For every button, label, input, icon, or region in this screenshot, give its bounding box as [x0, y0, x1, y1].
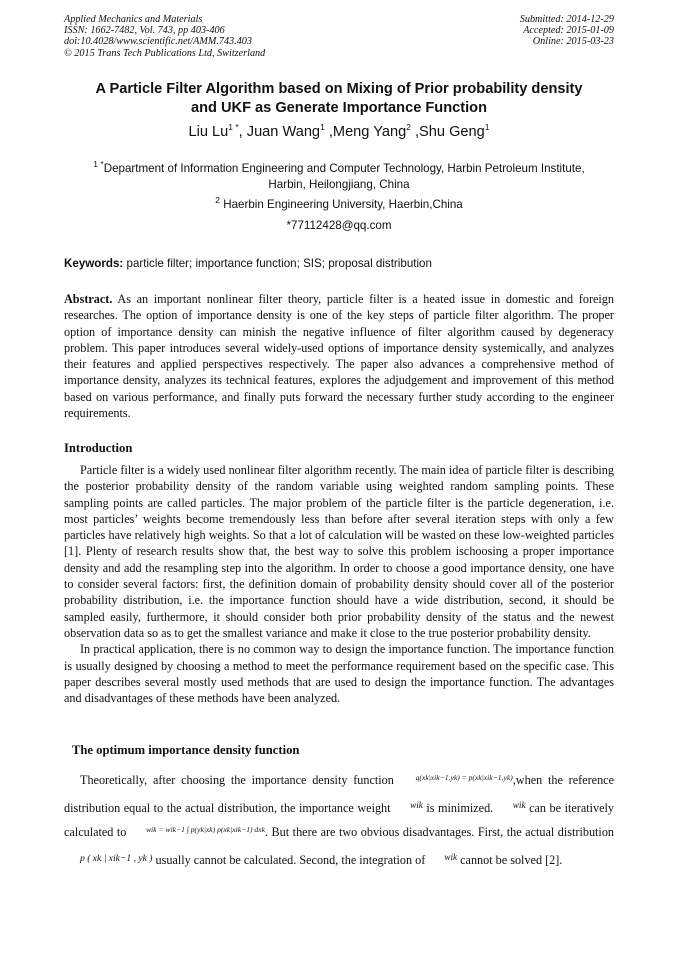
- paper-title: [40, 80, 638, 118]
- affiliation-1-line-1: Department of Information Engineering and Computer Technology, Harbin Petroleum Institute,: [103, 162, 585, 175]
- journal-info: [64, 14, 265, 59]
- keywords-text: particle filter; importance function; SIS; proposal distribution: [123, 257, 432, 270]
- affiliation-1: [64, 161, 614, 193]
- weight-symbol: wik: [512, 799, 526, 810]
- affiliation-mark: 1 *: [93, 159, 104, 170]
- introduction-paragraph: In practical application, there is no common way to design the importance function. The importance function is usually designed by choosing a method to meet the performance requirement based on the specific case. This paper describes several mostly used methods that are used to design the importance function. The advantages and disadvantages of these methods have been analyzed.: [64, 642, 614, 706]
- actual-distribution-equation: p ( xk | xik−1 , yk ): [80, 852, 153, 864]
- optimum-body: [64, 768, 614, 872]
- author-separator: ,: [410, 124, 420, 140]
- importance-density-equation: q(xk|xik−1,yk) = p(xk|xik−1,yk): [415, 773, 513, 782]
- journal-name: Applied Mechanics and Materials: [64, 14, 203, 25]
- author-separator: ,: [238, 124, 247, 140]
- keywords: [64, 256, 614, 272]
- weight-symbol: wik: [444, 851, 458, 862]
- weight-symbol: wik: [410, 799, 423, 810]
- affiliation-1-line-2: Harbin, Heilongjiang, China: [268, 178, 410, 191]
- introduction-paragraph: Particle filter is a widely used nonlinear filter algorithm recently. The main idea of particle filter is describing the posterior probability density of the random variable using weighted random sampling points. These sampling points are called particles. The major problem of the particle filter is the particle degeneration, i.e. most particles’ weights become tremendously less than before after several iteration steps with only a few particles have relatively high weights. So that a lot of calculation will be wasted on these low-weighted particles [1]. Plenty of research results show that, the best way to solve this problem ischoosing a proper importance density and add the resampling step into the algorithm. In order to choose a good importance density, one have to consider several factors: first, the definition domain of probability density should cover all of the posterior probability distribution, i.e. the importance function should have a wide distribution, second, it should be sampled easily, furthermore, it should consider both prior probability density of the status and the newest observation data so as to get the smallest variance and make it close to the true posterior probability density.: [64, 463, 614, 640]
- text-run: . But there are two obvious disadvantages. First, the actual distribution: [264, 825, 615, 839]
- optimum-paragraph: [64, 768, 614, 872]
- corresponding-email: *77112428@qq.com: [286, 219, 392, 232]
- author-name: Juan Wang: [246, 124, 321, 140]
- abstract-label: Abstract.: [64, 292, 113, 306]
- abstract: [64, 291, 614, 421]
- author-affiliation-mark: 2: [406, 122, 411, 133]
- text-run: can be iteratively calculated to: [64, 800, 614, 839]
- weight-update-equation: wik = wik−1 ∫ p(yk|xk) p(xk|xik−1) dxk: [145, 825, 265, 834]
- author-separator: ,: [324, 124, 333, 140]
- author-affiliation-mark: 1 *: [228, 122, 239, 133]
- author-affiliation-mark: 1: [320, 122, 325, 133]
- title-line-1: A Particle Filter Algorithm based on Mixing of Prior probability density: [95, 81, 583, 97]
- author-name: Liu Lu: [188, 124, 229, 140]
- introduction-body: [64, 462, 614, 706]
- author-affiliation-mark: 1: [484, 122, 490, 133]
- text-run: cannot be solved [2].: [457, 852, 563, 867]
- text-run: usually cannot be calculated. Second, the integration of: [152, 852, 429, 867]
- text-run: Theoretically, after choosing the importance density function: [80, 773, 400, 787]
- title-line-2: and UKF as Generate Importance Function: [191, 100, 487, 116]
- submission-dates: [520, 14, 614, 48]
- issn-line: ISSN: 1662-7482, Vol. 743, pp 403-406: [64, 25, 225, 37]
- journal-header: [64, 14, 614, 66]
- submitted-date: Submitted: 2014-12-29: [519, 14, 614, 25]
- optimum-heading: The optimum importance density function: [72, 743, 300, 757]
- online-date: Online: 2015-03-23: [532, 36, 614, 48]
- author-list: [40, 123, 638, 141]
- text-run: ,when the reference distribution equal to the actual distribution, the importance weight: [64, 773, 614, 815]
- introduction-heading: Introduction: [64, 441, 133, 455]
- abstract-text: As an important nonlinear filter theory, particle filter is a heated issue in domestic and foreign researches. The option of importance density is one of the key steps of particle filter algorithm. The proper option of importance density can minish the negative influence of filter algorithm caused by degeneracy problem. This paper introduces several widely-used options of importance density systemically, and analyzes their features and applied perspectives respectively. The paper also advances a comprehensive method of importance density, analyzes its technical features, explores the adjudgement and improvement of this method based on various performance, and finally puts forward the necessary further study according to the engineer requirements.: [64, 292, 614, 421]
- text-run: is minimized.: [422, 800, 497, 815]
- accepted-date: Accepted: 2015-01-09: [523, 25, 614, 37]
- keywords-label: Keywords:: [64, 257, 124, 270]
- copyright-line: © 2015 Trans Tech Publications Ltd, Switzerland: [64, 47, 266, 59]
- affiliation-2: [64, 197, 614, 213]
- author-name: Shu Geng: [419, 124, 485, 140]
- doi-line: doi:10.4028/www.scientific.net/AMM.743.403: [64, 36, 252, 48]
- author-name: Meng Yang: [332, 124, 407, 140]
- affiliation-2-text: Haerbin Engineering University, Haerbin,China: [220, 198, 463, 211]
- affiliation-mark: 2: [215, 195, 220, 206]
